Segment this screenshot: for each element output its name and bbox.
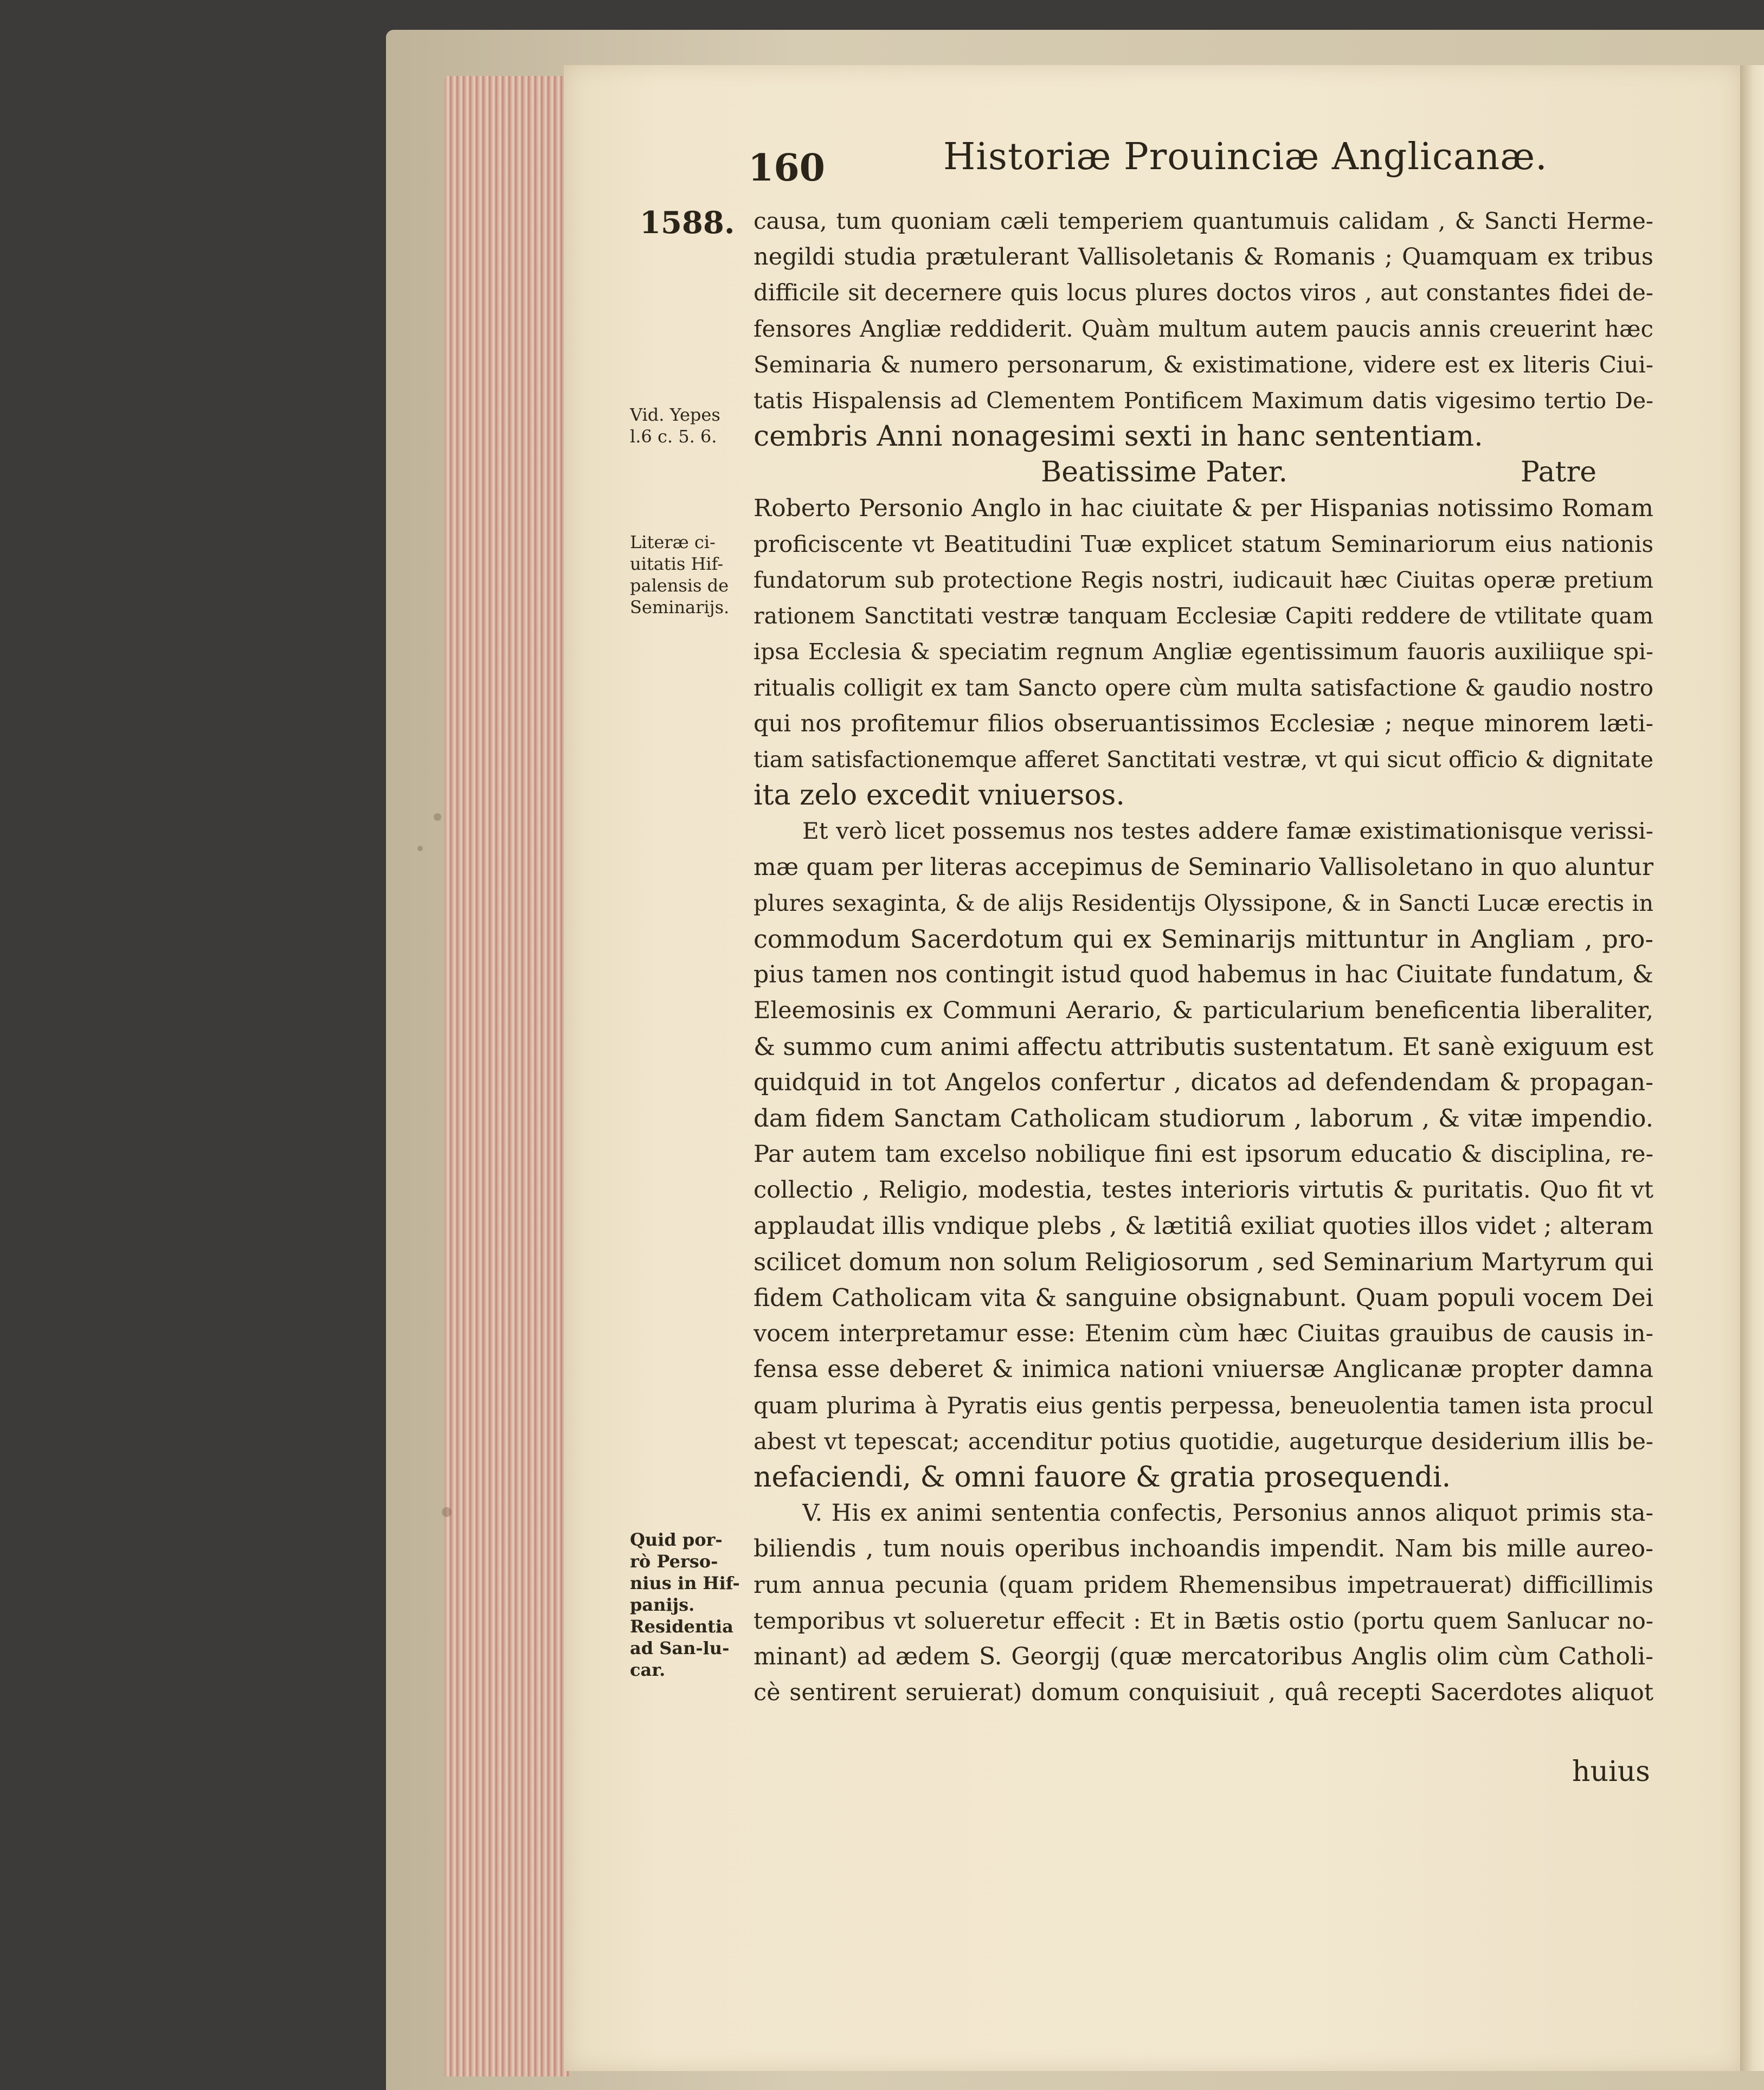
text-line <box>754 1136 1653 1172</box>
text-line-content: pius tamen nos contingit istud quod habemus in hac Ciuitate fundatum, & <box>754 961 1653 989</box>
text-line-content: fundatorum sub protectione Regis nostri, iudicauit hæc Ciuitas operæ pretium <box>754 567 1653 593</box>
text-line <box>754 1172 1653 1208</box>
text-line-content: rum annua pecunia (quam pridem Rhemensibus impetrauerat) difficillimis <box>754 1571 1653 1599</box>
text-line <box>802 1495 1653 1531</box>
text-line-content: tatis Hispalensis ad Clementem Pontificem Maximum datis vigesimo tertio De- <box>754 388 1653 414</box>
text-line <box>754 311 1653 347</box>
text-line-content: nefaciendi, & omni fauore & gratia prosequendi. <box>754 1461 1451 1494</box>
text-line-content: Beatissime Pater. Patre <box>1041 456 1597 489</box>
text-line-content: fensores Angliæ reddiderit. Quàm multum autem paucis annis creuerint hæc <box>754 315 1653 342</box>
running-head <box>748 136 1681 190</box>
text-line <box>754 1603 1653 1639</box>
text-line <box>754 1424 1653 1459</box>
text-line <box>754 347 1653 383</box>
marginal-note-line: Vid. Yepes <box>630 404 720 425</box>
marginal-note-line: car. <box>630 1660 666 1680</box>
text-line-content: fensa esse deberet & inimica nationi vniuersæ Anglicanæ propter damna <box>754 1355 1653 1384</box>
facing-page-edge <box>1737 65 1764 2071</box>
text-line-content: quidquid in tot Angelos confertur , dicatos ad defendendam & propagan- <box>754 1068 1653 1096</box>
text-line <box>754 777 1653 813</box>
text-line-content: Seminaria & numero personarum, & existimatione, videre est ex literis Ciui- <box>754 351 1653 378</box>
text-line <box>754 1639 1653 1675</box>
text-line <box>754 1101 1653 1136</box>
text-line-content: negildi studia prætulerant Vallisoletanis & Romanis ; Quamquam ex tribus <box>754 243 1653 271</box>
text-line <box>754 275 1653 311</box>
text-line-content: biliendis , tum nouis operibus inchoandis impendit. Nam bis mille aureo- <box>754 1535 1653 1563</box>
text-line-content: commodum Sacerdotum qui ex Seminarijs mittuntur in Angliam , pro- <box>754 924 1653 954</box>
text-line-content: cembris Anni nonagesimi sexti in hanc sententiam. <box>754 420 1483 453</box>
text-line <box>754 957 1653 993</box>
text-line-content: & summo cum animi affectu attributis sustentatum. Et sanè exiguum est <box>754 1032 1653 1061</box>
text-line-content: plures sexaginta, & de alijs Residentijs Olyssipone, & in Sancti Lucæ erectis in <box>754 890 1653 916</box>
text-line <box>754 419 1653 454</box>
text-line <box>754 1065 1653 1101</box>
text-line-content: Et verò licet possemus nos testes addere famæ existimationisque verissi- <box>802 818 1653 845</box>
text-line <box>1041 454 1653 490</box>
text-line <box>754 1388 1653 1424</box>
text-line-content: V. His ex animi sententia confectis, Personius annos aliquot primis sta- <box>802 1500 1653 1527</box>
text-line <box>754 921 1653 957</box>
text-line <box>754 634 1653 670</box>
text-line-content: fidem Catholicam vita & sanguine obsignabunt. Quam populi vocem Dei <box>754 1283 1653 1312</box>
text-line <box>754 1029 1653 1065</box>
page-edges <box>445 76 569 2076</box>
marginal-note-line: Residentia <box>630 1616 733 1637</box>
text-line-content: qui nos profitemur filios obseruantissimos Ecclesiæ ; neque minorem læti- <box>754 710 1653 737</box>
paper-speck <box>442 1507 452 1517</box>
marginal-note-line: nius in Hif- <box>630 1573 740 1593</box>
page-number: 160 <box>748 146 825 190</box>
text-line <box>754 993 1653 1028</box>
text-line-content: minant) ad ædem S. Georgij (quæ mercatoribus Anglis olim cùm Catholi- <box>754 1643 1653 1670</box>
marginal-note-line: ad San-lu- <box>630 1638 730 1658</box>
text-line <box>754 1352 1653 1387</box>
text-line <box>754 203 1653 239</box>
text-line <box>754 1675 1653 1710</box>
text-line <box>754 670 1653 706</box>
text-line <box>754 598 1653 634</box>
text-line-content: rationem Sanctitati vestræ tanquam Ecclesiæ Capiti reddere de vtilitate quam <box>754 603 1653 629</box>
marginal-note-line: l.6 c. 5. 6. <box>630 426 717 447</box>
marginal-note-line: Literæ ci- <box>630 532 716 552</box>
text-line-content: temporibus vt solueretur effecit : Et in Bætis ostio (portu quem Sanlucar no- <box>754 1607 1653 1634</box>
text-line-content: ritualis colligit ex tam Sancto opere cùm multa satisfactione & gaudio nostro <box>754 674 1653 701</box>
text-line <box>754 1531 1653 1567</box>
marginal-note-line: panijs. <box>630 1594 695 1615</box>
catchword: huius <box>1572 1755 1650 1788</box>
text-line <box>754 742 1653 777</box>
text-line-content: dam fidem Sanctam Catholicam studiorum , laborum , & vitæ impendio. <box>754 1104 1653 1133</box>
running-title: Historiæ Prouinciæ Anglicanæ. <box>943 136 1548 178</box>
marginal-note-line: palensis de <box>630 575 729 596</box>
marginal-note-line: Seminarijs. <box>630 597 730 618</box>
text-line-content: scilicet domum non solum Religiosorum , sed Seminarium Martyrum qui <box>754 1247 1653 1276</box>
text-line <box>754 1459 1653 1495</box>
year-marginal: 1588. <box>640 205 735 241</box>
marginal-note-reference <box>630 404 755 447</box>
text-line <box>754 383 1653 419</box>
text-line-content: ita zelo excedit vniuersos. <box>754 779 1125 812</box>
text-line-content: collectio , Religio, modestia, testes interioris virtutis & puritatis. Quo fit vt <box>754 1176 1653 1204</box>
text-line <box>754 1316 1653 1352</box>
text-line <box>754 1280 1653 1316</box>
text-line <box>802 813 1653 849</box>
marginal-note-line: rò Perso- <box>630 1551 718 1572</box>
text-line-content: causa, tum quoniam cæli temperiem quantumuis calidam , & Sancti Herme- <box>754 208 1653 234</box>
text-line <box>754 491 1653 526</box>
text-line <box>754 562 1653 598</box>
text-line <box>754 706 1653 742</box>
text-line <box>754 526 1653 562</box>
text-line-content: vocem interpretamur esse: Etenim cùm hæc Ciuitas grauibus de causis in- <box>754 1320 1653 1348</box>
text-line <box>754 1244 1653 1280</box>
marginal-note-personius <box>630 1529 755 1681</box>
marginal-note-literae <box>630 531 755 618</box>
text-line-content: abest vt tepescat; accenditur potius quotidie, augeturque desiderium illis be- <box>754 1427 1653 1455</box>
text-line <box>754 239 1653 275</box>
text-line <box>754 1567 1653 1603</box>
text-line-content: tiam satisfactionemque afferet Sanctitati vestræ, vt qui sicut officio & dignitate <box>754 747 1653 773</box>
paper-speck <box>417 846 423 851</box>
marginal-note-line: uitatis Hif- <box>630 554 724 574</box>
marginal-note-line: Quid por- <box>630 1529 723 1550</box>
text-line-content: cè sentirent seruierat) domum conquisiuit , quâ recepti Sacerdotes aliquot <box>754 1679 1653 1707</box>
text-line-content: proficiscente vt Beatitudini Tuæ explicet statum Seminariorum eius nationis <box>754 530 1653 557</box>
text-line-content: applaudat illis vndique plebs , & lætitiâ exiliat quoties illos videt ; alteram <box>754 1212 1653 1240</box>
paper-speck <box>434 813 441 821</box>
text-line-content: quam plurima à Pyratis eius gentis perpessa, beneuolentia tamen ista procul <box>754 1392 1653 1419</box>
text-line-content: Par autem tam excelso nobilique fini est ipsorum educatio & disciplina, re- <box>754 1141 1653 1168</box>
text-line-content: difficile sit decernere quis locus plures doctos viros , aut constantes fidei de- <box>754 279 1653 306</box>
text-line <box>754 850 1653 885</box>
text-line-content: Eleemosinis ex Communi Aerario, & particularium beneficentia liberaliter, <box>754 997 1653 1025</box>
text-line <box>754 885 1653 921</box>
text-line-content: ipsa Ecclesia & speciatim regnum Angliæ egentissimum fauoris auxiliique spi- <box>754 639 1653 665</box>
text-line <box>754 1208 1653 1244</box>
text-line-content: Roberto Personio Anglo in hac ciuitate & per Hispanias notissimo Romam <box>754 494 1653 522</box>
text-line-content: mæ quam per literas accepimus de Seminario Vallisoletano in quo aluntur <box>754 853 1653 881</box>
